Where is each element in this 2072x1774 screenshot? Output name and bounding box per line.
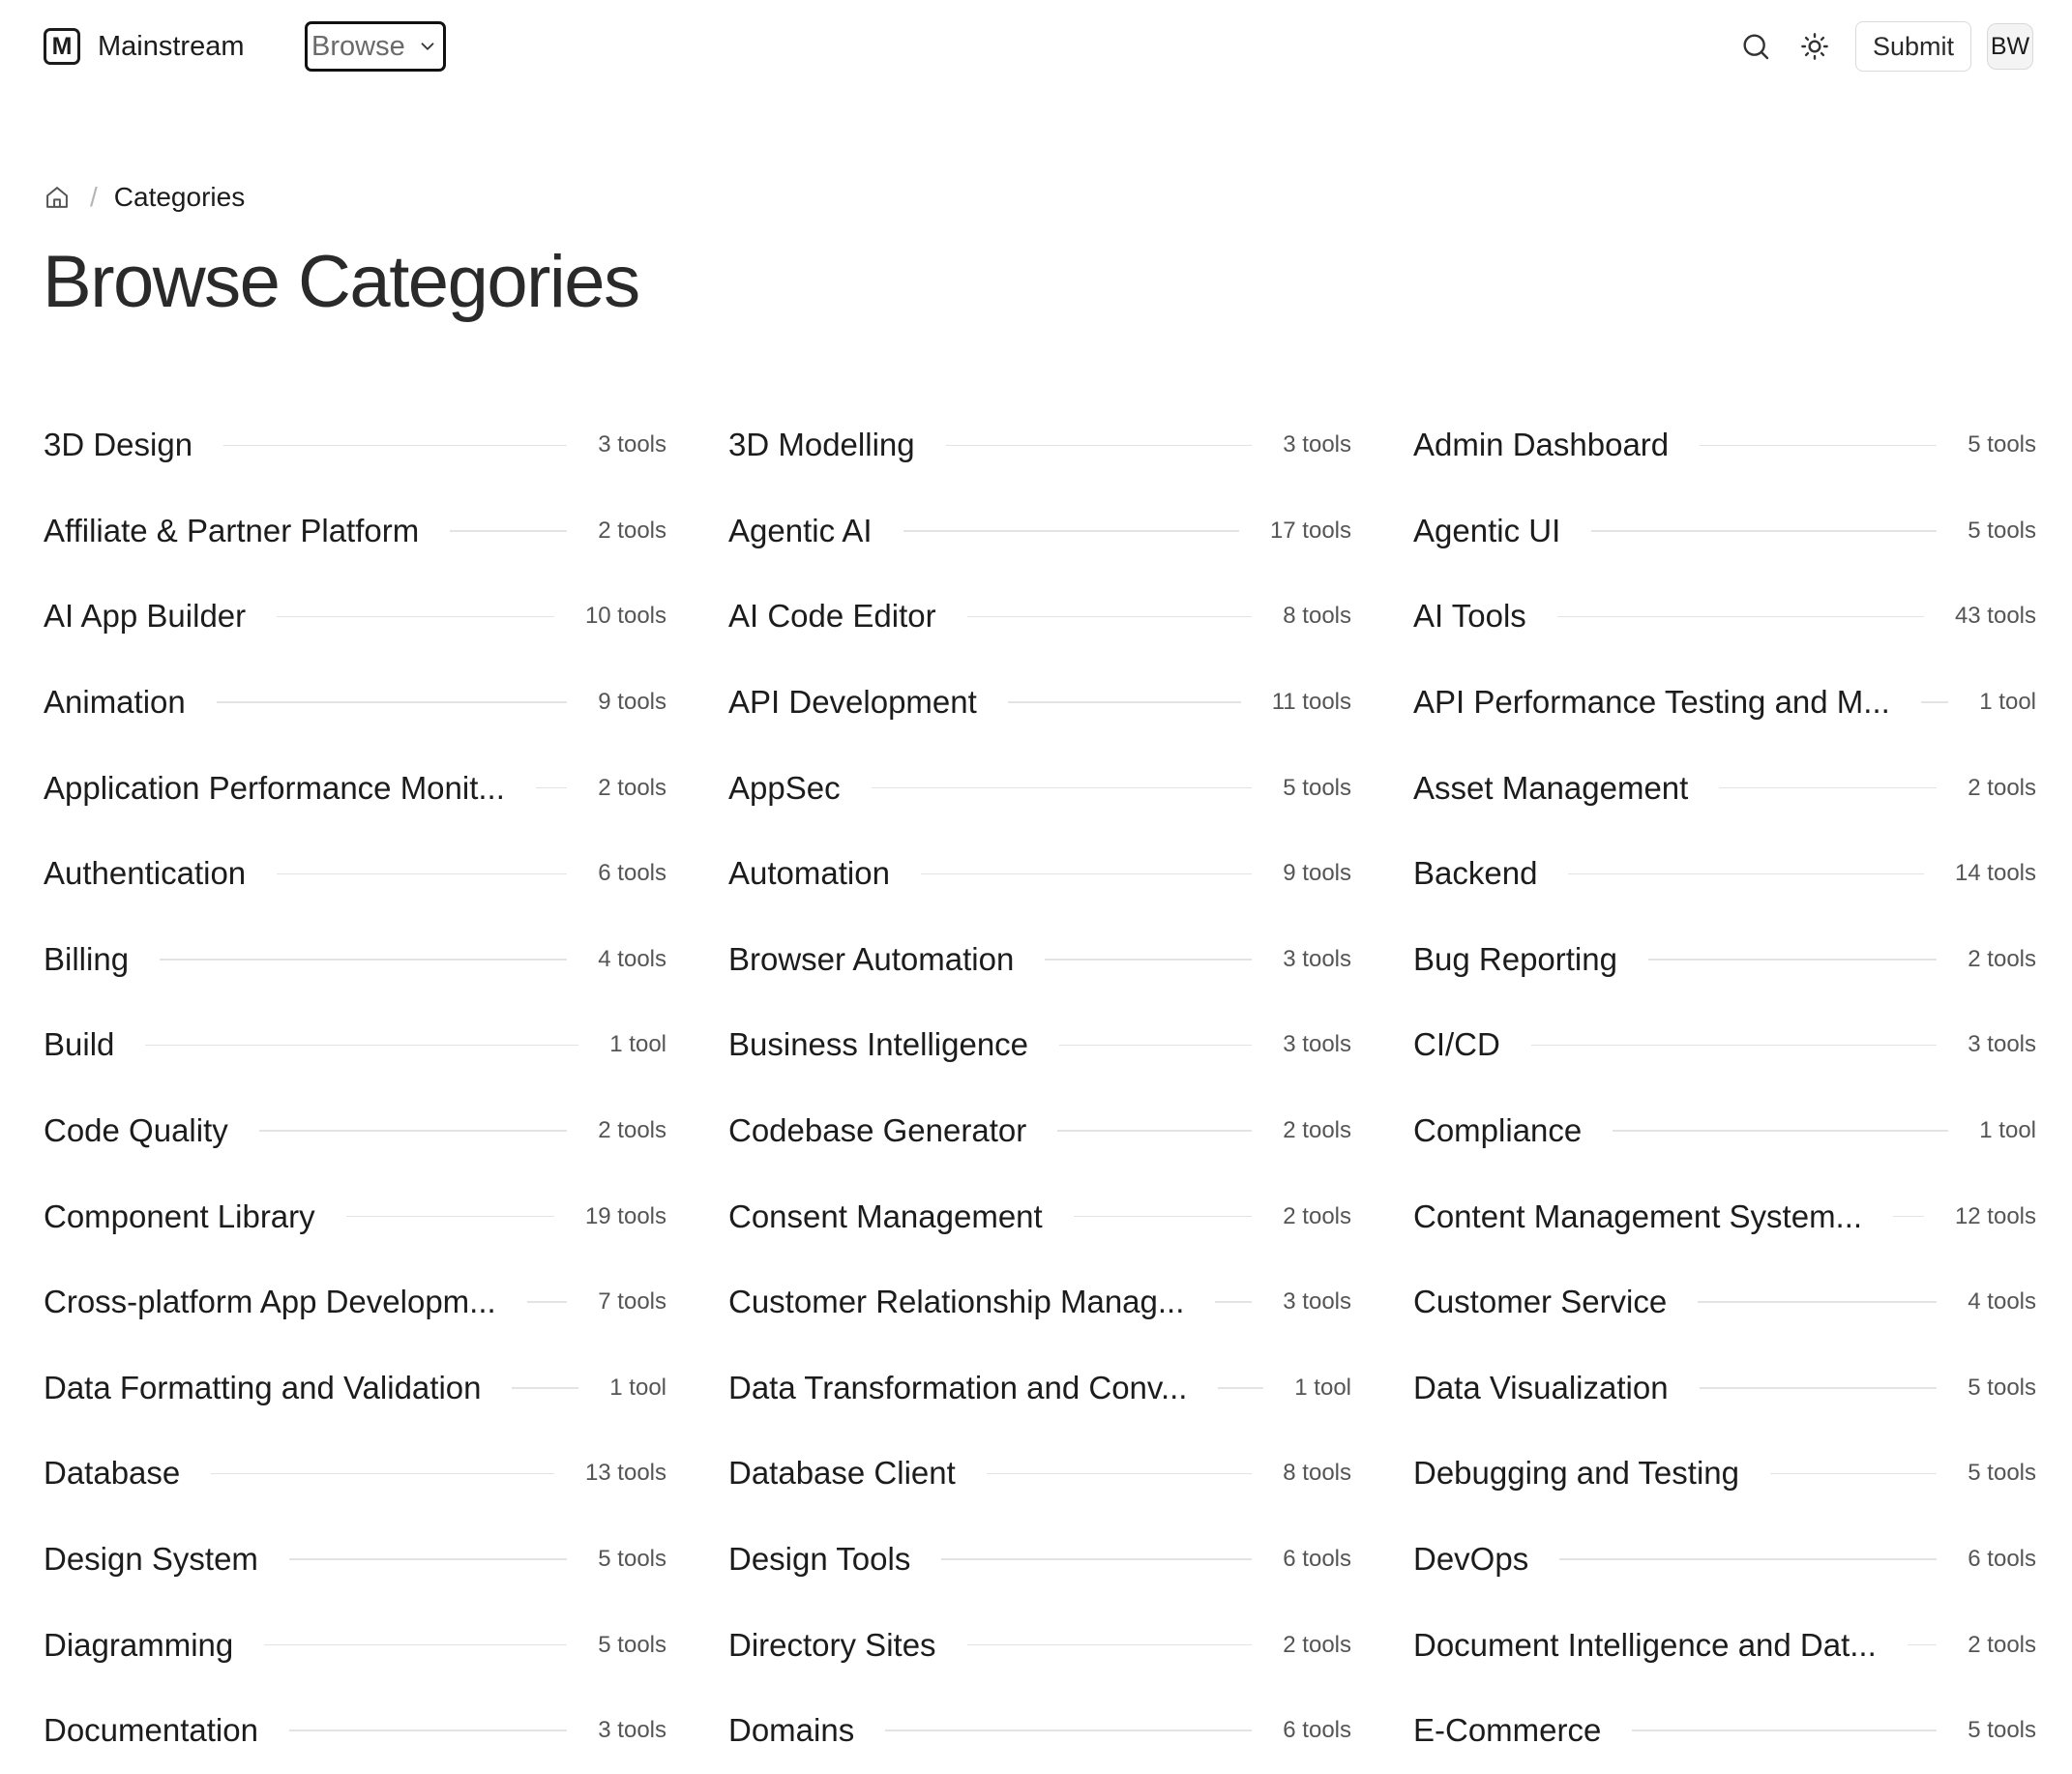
category-tool-count: 2 tools	[1283, 1117, 1351, 1144]
leader-line	[967, 1644, 1253, 1646]
category-item[interactable]	[1413, 831, 2036, 917]
category-tool-count: 4 tools	[598, 945, 666, 972]
leader-line	[1531, 1045, 1937, 1047]
category-name: AI Code Editor	[728, 598, 936, 635]
category-tool-count: 5 tools	[1283, 774, 1351, 801]
category-name: Design System	[44, 1541, 258, 1578]
theme-toggle-button[interactable]	[1790, 21, 1840, 72]
category-tool-count: 6 tools	[1283, 1717, 1351, 1744]
category-item[interactable]	[1413, 1602, 2036, 1688]
category-name: Domains	[728, 1712, 855, 1749]
category-tool-count: 5 tools	[598, 1546, 666, 1573]
category-tool-count: 5 tools	[1968, 1374, 2036, 1401]
category-item[interactable]	[728, 1602, 1351, 1688]
category-tool-count: 5 tools	[1968, 1717, 2036, 1744]
category-tool-count: 8 tools	[1283, 603, 1351, 630]
category-tool-count: 5 tools	[1968, 517, 2036, 544]
category-item[interactable]	[728, 1002, 1351, 1088]
user-avatar[interactable]: BW	[1987, 23, 2033, 70]
category-tool-count: 4 tools	[1968, 1288, 2036, 1316]
category-item[interactable]	[1413, 917, 2036, 1003]
category-tool-count: 5 tools	[1968, 1460, 2036, 1487]
category-item[interactable]	[1413, 574, 2036, 660]
category-name: Browser Automation	[728, 940, 1015, 977]
leader-line	[1893, 1216, 1924, 1218]
category-name: Consent Management	[728, 1197, 1043, 1234]
category-tool-count: 19 tools	[584, 1202, 666, 1229]
browse-dropdown-button[interactable]	[305, 21, 446, 72]
sun-icon	[1799, 31, 1830, 62]
category-name: Business Intelligence	[728, 1026, 1029, 1063]
home-icon[interactable]	[44, 184, 71, 211]
category-tool-count: 3 tools	[598, 431, 666, 458]
category-item[interactable]	[44, 660, 666, 746]
category-name: Bug Reporting	[1413, 940, 1617, 977]
category-name: E-Commerce	[1413, 1712, 1602, 1749]
category-item[interactable]	[1413, 1517, 2036, 1603]
category-tool-count: 7 tools	[598, 1288, 666, 1316]
category-name: Build	[44, 1026, 115, 1063]
category-item[interactable]	[44, 574, 666, 660]
category-tool-count: 1 tool	[1979, 689, 2036, 716]
category-item[interactable]	[728, 1259, 1351, 1345]
header-actions	[1731, 21, 2033, 72]
leader-line	[277, 616, 554, 618]
leader-line	[946, 445, 1253, 447]
category-name: Document Intelligence and Dat...	[1413, 1626, 1877, 1663]
category-name: Agentic UI	[1413, 512, 1561, 548]
category-tool-count: 3 tools	[1283, 1031, 1351, 1058]
leader-line	[1698, 1301, 1937, 1303]
leader-line	[217, 701, 568, 703]
category-item[interactable]	[1413, 1259, 2036, 1345]
category-tool-count: 6 tools	[1283, 1546, 1351, 1573]
category-item[interactable]	[1413, 488, 2036, 575]
category-name: Directory Sites	[728, 1626, 936, 1663]
leader-line	[1908, 1644, 1938, 1646]
category-item[interactable]	[1413, 1088, 2036, 1174]
category-item[interactable]	[44, 1688, 666, 1774]
leader-line	[1591, 530, 1937, 532]
category-item[interactable]	[44, 1602, 666, 1688]
category-item[interactable]	[1413, 402, 2036, 488]
category-name: Compliance	[1413, 1112, 1583, 1149]
category-item[interactable]	[44, 1002, 666, 1088]
category-item[interactable]	[44, 917, 666, 1003]
category-item[interactable]	[728, 660, 1351, 746]
category-item[interactable]	[728, 745, 1351, 831]
leader-line	[536, 787, 567, 789]
category-name: Customer Relationship Manag...	[728, 1284, 1185, 1320]
logo-mark: M	[44, 28, 80, 65]
category-name: API Development	[728, 684, 977, 721]
leader-line	[223, 445, 567, 447]
category-name: 3D Modelling	[728, 427, 915, 463]
category-item[interactable]	[44, 1088, 666, 1174]
search-button[interactable]	[1731, 21, 1781, 72]
category-name: Database Client	[728, 1455, 956, 1492]
breadcrumb	[44, 182, 245, 213]
leader-line	[264, 1644, 567, 1646]
leader-line	[885, 1730, 1252, 1731]
category-item[interactable]	[728, 1517, 1351, 1603]
category-tool-count: 14 tools	[1954, 860, 2036, 887]
category-name: Application Performance Monit...	[44, 769, 505, 806]
category-item[interactable]	[1413, 1431, 2036, 1517]
category-tool-count: 1 tool	[609, 1374, 666, 1401]
category-tool-count: 2 tools	[1968, 1631, 2036, 1658]
breadcrumb-separator: /	[90, 182, 98, 212]
app-name: Mainstream	[98, 30, 245, 62]
category-item[interactable]	[728, 917, 1351, 1003]
chevron-down-icon	[417, 36, 438, 57]
category-tool-count: 5 tools	[1968, 431, 2036, 458]
category-tool-count: 3 tools	[598, 1717, 666, 1744]
category-tool-count: 12 tools	[1954, 1202, 2036, 1229]
category-name: Data Formatting and Validation	[44, 1369, 482, 1405]
category-tool-count: 2 tools	[1968, 945, 2036, 972]
category-name: AI App Builder	[44, 598, 247, 635]
category-tool-count: 10 tools	[584, 603, 666, 630]
category-name: Backend	[1413, 855, 1538, 892]
category-name: Data Visualization	[1413, 1369, 1669, 1405]
category-name: Database	[44, 1455, 181, 1492]
category-tool-count: 2 tools	[598, 517, 666, 544]
category-name: Documentation	[44, 1712, 258, 1749]
category-tool-count: 5 tools	[598, 1631, 666, 1658]
category-item[interactable]	[728, 488, 1351, 575]
category-item[interactable]	[44, 488, 666, 575]
leader-line	[1700, 445, 1937, 447]
category-tool-count: 2 tools	[1283, 1202, 1351, 1229]
leader-line	[1057, 1130, 1252, 1132]
leader-line	[941, 1558, 1252, 1560]
category-name: CI/CD	[1413, 1026, 1500, 1063]
logo[interactable]	[44, 28, 245, 65]
leader-line	[1632, 1730, 1937, 1731]
leader-line	[1074, 1216, 1253, 1218]
category-name: DevOps	[1413, 1541, 1529, 1578]
category-name: AI Tools	[1413, 598, 1526, 635]
category-name: Affiliate & Partner Platform	[44, 512, 420, 548]
category-name: API Performance Testing and M...	[1413, 684, 1890, 721]
leader-line	[1700, 1387, 1938, 1389]
category-grid	[44, 402, 2036, 1774]
leader-line	[277, 873, 567, 875]
category-item[interactable]	[728, 1173, 1351, 1259]
leader-line	[987, 1473, 1252, 1475]
category-item[interactable]	[728, 402, 1351, 488]
leader-line	[512, 1387, 578, 1389]
category-tool-count: 9 tools	[598, 689, 666, 716]
category-name: Design Tools	[728, 1541, 911, 1578]
category-tool-count: 3 tools	[1968, 1031, 2036, 1058]
category-name: Component Library	[44, 1197, 315, 1234]
category-tool-count: 43 tools	[1954, 603, 2036, 630]
category-name: Automation	[728, 855, 890, 892]
leader-line	[160, 959, 567, 961]
category-name: Code Quality	[44, 1112, 228, 1149]
category-name: Codebase Generator	[728, 1112, 1027, 1149]
category-tool-count: 2 tools	[598, 774, 666, 801]
leader-line	[1215, 1301, 1252, 1303]
category-tool-count: 2 tools	[1968, 774, 2036, 801]
category-item[interactable]	[44, 1517, 666, 1603]
leader-line	[903, 530, 1239, 532]
category-name: Admin Dashboard	[1413, 427, 1670, 463]
category-tool-count: 2 tools	[598, 1117, 666, 1144]
category-tool-count: 8 tools	[1283, 1460, 1351, 1487]
category-name: Authentication	[44, 855, 247, 892]
submit-button[interactable]: Submit	[1855, 21, 1971, 72]
top-nav	[0, 0, 2072, 93]
category-name: Customer Service	[1413, 1284, 1668, 1320]
category-name: Cross-platform App Developm...	[44, 1284, 496, 1320]
leader-line	[1921, 701, 1948, 703]
category-name: Content Management System...	[1413, 1197, 1863, 1234]
category-item[interactable]	[44, 402, 666, 488]
leader-line	[1613, 1130, 1948, 1132]
leader-line	[1059, 1045, 1252, 1047]
category-tool-count: 9 tools	[1283, 860, 1351, 887]
category-item[interactable]	[1413, 660, 2036, 746]
category-tool-count: 11 tools	[1271, 689, 1351, 716]
leader-line	[1559, 1558, 1937, 1560]
category-tool-count: 1 tool	[1979, 1117, 2036, 1144]
category-item[interactable]	[44, 1259, 666, 1345]
category-tool-count: 2 tools	[1283, 1631, 1351, 1658]
category-item[interactable]	[728, 831, 1351, 917]
browse-label: Browse	[311, 30, 405, 62]
leader-line	[259, 1130, 568, 1132]
category-tool-count: 6 tools	[598, 860, 666, 887]
category-item[interactable]	[44, 831, 666, 917]
category-name: Billing	[44, 940, 130, 977]
leader-line	[289, 1558, 567, 1560]
leader-line	[967, 616, 1253, 618]
leader-line	[527, 1301, 568, 1303]
category-tool-count: 3 tools	[1283, 945, 1351, 972]
leader-line	[872, 787, 1253, 789]
category-item[interactable]	[728, 1345, 1351, 1432]
category-tool-count: 1 tool	[1294, 1374, 1351, 1401]
leader-line	[346, 1216, 554, 1218]
leader-line	[1568, 873, 1924, 875]
category-name: Agentic AI	[728, 512, 873, 548]
category-item[interactable]	[44, 1431, 666, 1517]
leader-line	[211, 1473, 554, 1475]
category-item[interactable]	[728, 1431, 1351, 1517]
category-item[interactable]	[1413, 745, 2036, 831]
category-item[interactable]	[1413, 1688, 2036, 1774]
page-title: Browse Categories	[43, 241, 639, 323]
category-name: Debugging and Testing	[1413, 1455, 1739, 1492]
category-item[interactable]	[728, 1088, 1351, 1174]
category-name: 3D Design	[44, 427, 193, 463]
category-item[interactable]	[728, 1688, 1351, 1774]
leader-line	[145, 1045, 578, 1047]
leader-line	[1770, 1473, 1937, 1475]
search-icon	[1740, 31, 1771, 62]
category-tool-count: 17 tools	[1269, 517, 1351, 544]
leader-line	[1557, 616, 1924, 618]
category-tool-count: 3 tools	[1283, 431, 1351, 458]
leader-line	[450, 530, 567, 532]
leader-line	[289, 1730, 567, 1731]
category-name: Asset Management	[1413, 769, 1689, 806]
leader-line	[1045, 959, 1252, 961]
category-item[interactable]	[44, 1173, 666, 1259]
category-item[interactable]	[1413, 1345, 2036, 1432]
category-item[interactable]	[44, 745, 666, 831]
leader-line	[1008, 701, 1241, 703]
category-item[interactable]	[728, 574, 1351, 660]
breadcrumb-current: Categories	[113, 182, 246, 212]
leader-line	[1218, 1387, 1263, 1389]
category-item[interactable]	[1413, 1002, 2036, 1088]
category-tool-count: 13 tools	[584, 1460, 666, 1487]
category-tool-count: 3 tools	[1283, 1288, 1351, 1316]
category-name: Data Transformation and Conv...	[728, 1369, 1188, 1405]
category-name: Diagramming	[44, 1626, 234, 1663]
category-item[interactable]	[1413, 1173, 2036, 1259]
category-tool-count: 1 tool	[609, 1031, 666, 1058]
category-name: AppSec	[728, 769, 841, 806]
category-item[interactable]	[44, 1345, 666, 1432]
category-name: Animation	[44, 684, 186, 721]
leader-line	[1648, 959, 1937, 961]
leader-line	[921, 873, 1252, 875]
leader-line	[1719, 787, 1937, 789]
category-tool-count: 6 tools	[1968, 1546, 2036, 1573]
